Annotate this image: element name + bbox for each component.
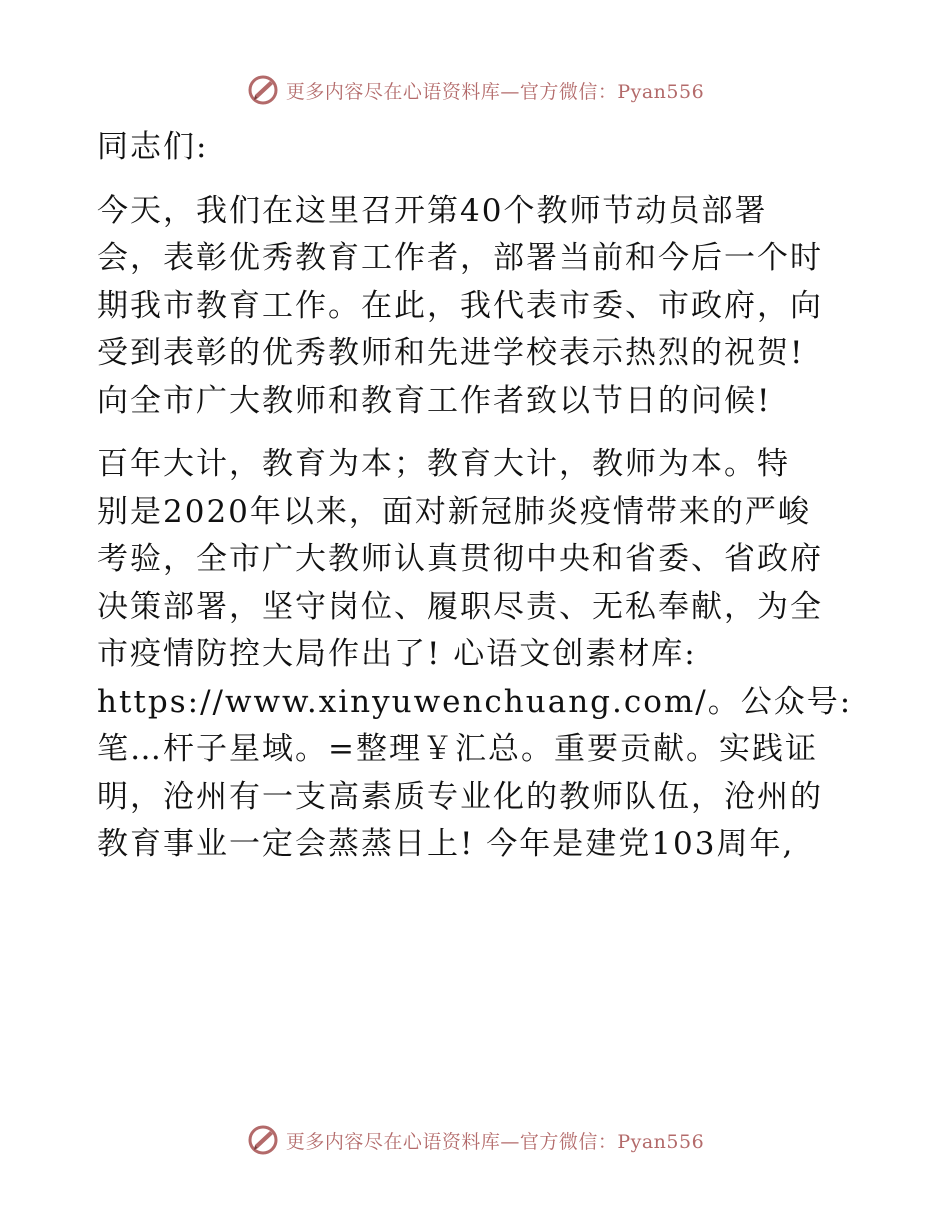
text-line: 受到表彰的优秀教师和先进学校表示热烈的祝贺! bbox=[97, 335, 805, 371]
writing-circle-logo-icon bbox=[246, 73, 280, 107]
footer-watermark bbox=[0, 1120, 950, 1160]
header-watermark bbox=[0, 70, 950, 110]
document-body bbox=[97, 124, 857, 869]
text-line: 期我市教育工作。在此，我代表市委、市政府，向 bbox=[97, 287, 823, 324]
text-line: 百年大计，教育为本；教育大计，教师为本。特 bbox=[97, 446, 790, 482]
text-line: 市疫情防控大局作出了! 心语文创素材库: bbox=[97, 636, 697, 672]
footer-watermark-text: 更多内容尽在心语资料库—官方微信：Pyan556 bbox=[285, 1130, 705, 1153]
paragraph-1 bbox=[97, 188, 857, 426]
header-watermark-text: 更多内容尽在心语资料库—官方微信：Pyan556 bbox=[285, 80, 705, 103]
text-line: 明，沧州有一支高素质专业化的教师队伍，沧州的 bbox=[97, 778, 823, 815]
text-line: 决策部署，坚守岗位、履职尽责、无私奉献，为全 bbox=[97, 588, 823, 625]
text-line: 考验，全市广大教师认真贯彻中央和省委、省政府 bbox=[97, 541, 823, 577]
text-line: 笔…杆子星域。=整理￥汇总。重要贡献。实践证 bbox=[97, 731, 818, 767]
text-line: 今天，我们在这里召开第40个教师节动员部署 bbox=[97, 192, 768, 229]
writing-circle-logo-icon bbox=[246, 1123, 280, 1157]
text-line: 别是2020年以来，面对新冠肺炎疫情带来的严峻 bbox=[97, 493, 811, 530]
url-line: https://www.xinyuwenchuang.com/。公众号: bbox=[97, 683, 853, 720]
text-line: 会，表彰优秀教育工作者，部署当前和今后一个时 bbox=[97, 240, 823, 276]
text-line: 教育事业一定会蒸蒸日上! 今年是建党103周年, bbox=[97, 826, 795, 862]
text-line: 向全市广大教师和教育工作者致以节日的问候! bbox=[97, 382, 772, 419]
paragraph-2 bbox=[97, 441, 857, 869]
greeting-line: 同志们: bbox=[97, 129, 209, 165]
